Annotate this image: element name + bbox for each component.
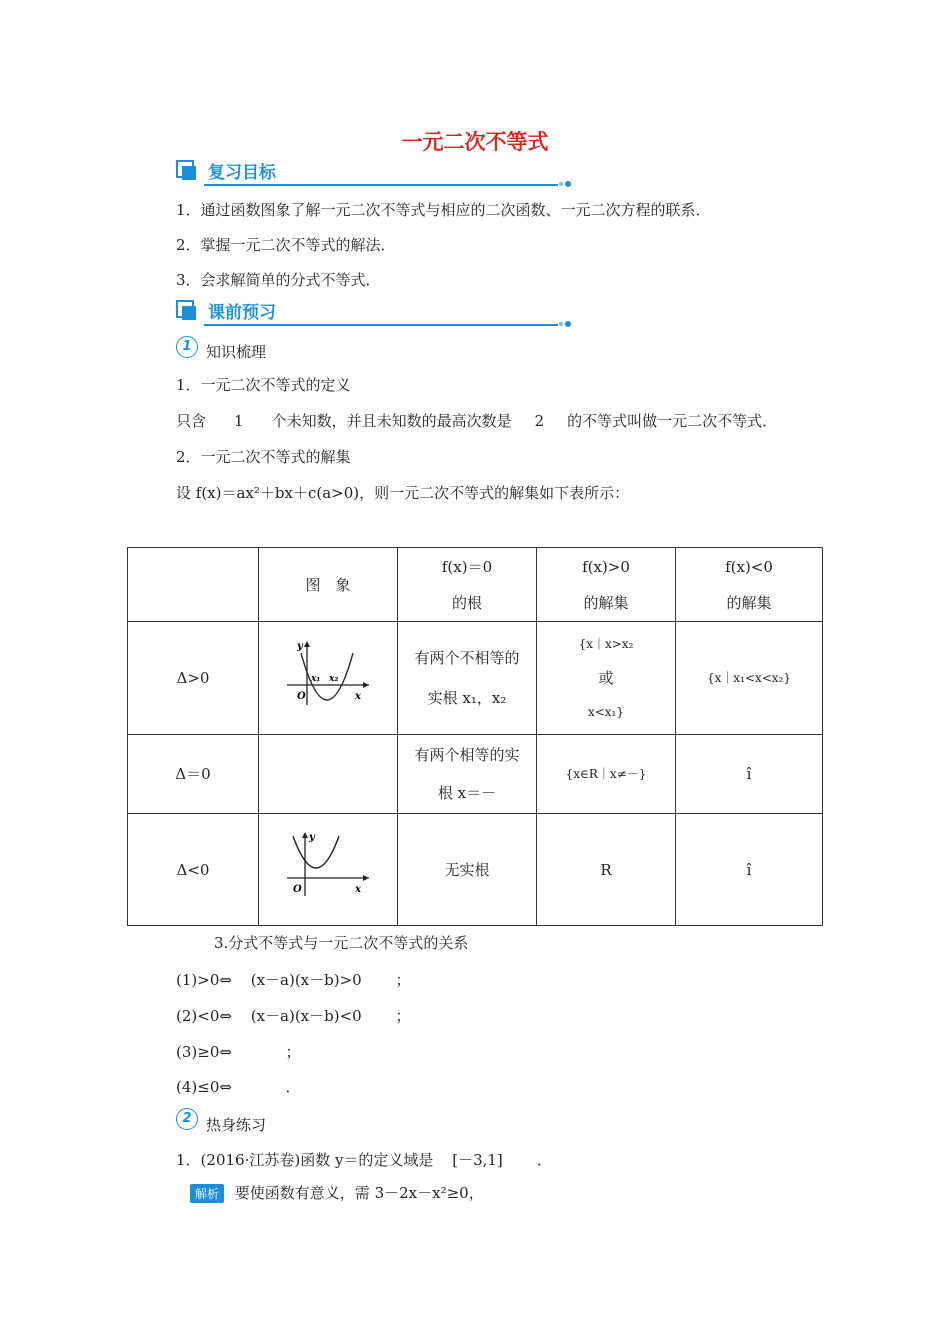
greater-solution-cell: {x∈R｜x≠－}	[537, 735, 676, 814]
relation-prefix: (1)>0⇔	[176, 971, 232, 989]
graph-root-label: x₁	[311, 673, 321, 684]
text: 的不等式叫做一元二次不等式．	[567, 412, 778, 430]
less-solution-cell: {x｜x₁<x<x₂}	[676, 622, 823, 735]
section-heading-review-goals	[176, 158, 571, 182]
greater-solution-cell	[537, 622, 676, 735]
text: 个未知数，并且未知数的最高次数是	[271, 412, 512, 430]
item1-title: 1．一元二次不等式的定义	[176, 376, 351, 394]
table-header-row	[128, 548, 823, 622]
solution-line: x<x₁}	[587, 705, 625, 719]
section-heading-preview	[176, 298, 571, 322]
section-title: 课前预习	[208, 303, 276, 323]
less-solution-cell: î	[676, 735, 823, 814]
graph-origin-label: O	[297, 690, 306, 702]
relation-end: ；	[285, 1043, 301, 1061]
text: 只含	[176, 412, 207, 430]
subsection-title: 热身练习	[206, 1116, 267, 1134]
item2-title: 2．一元二次不等式的解集	[176, 448, 351, 466]
section-square-icon	[176, 160, 196, 180]
less-solution-cell: î	[676, 814, 823, 926]
parabola-no-roots-graph	[283, 828, 373, 898]
item2-intro: 设 f(x)＝ax²＋bx＋c(a>0)，则一元二次不等式的解集如下表所示：	[176, 484, 630, 502]
solution-line	[190, 1182, 484, 1203]
fill-blank-answer: 2	[534, 412, 545, 430]
graph-cell	[259, 622, 398, 735]
table-row	[128, 735, 823, 814]
table-row	[128, 814, 823, 926]
section-divider	[204, 324, 558, 326]
section-divider	[204, 184, 558, 186]
table-header-cell	[398, 548, 537, 622]
section-title: 复习目标	[208, 163, 276, 183]
discriminant-cell: Δ＝0	[128, 735, 259, 814]
table-header-cell: 图 象	[259, 548, 398, 622]
fill-blank-answer: 1	[234, 412, 244, 430]
relation-end: ；	[395, 1007, 411, 1025]
header-line: f(x)＝0	[441, 557, 493, 576]
number-badge-icon: 1	[176, 336, 198, 358]
roots-line: 根 x＝－	[437, 784, 497, 802]
fraction-relation-line	[176, 1005, 411, 1026]
header-line: 的根	[451, 593, 482, 612]
roots-line: 有两个相等的实	[414, 746, 520, 764]
table-header-cell	[676, 548, 823, 622]
roots-cell: 无实根	[398, 814, 537, 926]
divider-dot-icon	[559, 322, 563, 326]
section-square-icon	[176, 300, 196, 320]
divider-dot-icon	[565, 181, 571, 187]
relation-prefix: (4)≤0⇔	[176, 1078, 232, 1096]
exercise-text: 1．(2016·江苏卷)函数 y＝的定义域是	[176, 1151, 434, 1169]
exercise-answer: [－3,1]	[452, 1151, 503, 1169]
analysis-text: 要使函数有意义，需 3－2x－x²≥0，	[234, 1184, 484, 1202]
relation-prefix: (2)<0⇔	[176, 1007, 232, 1025]
divider-dot-icon	[559, 182, 563, 186]
goal-item-2: 2．掌握一元二次不等式的解法．	[176, 236, 396, 254]
relation-end: ．	[285, 1078, 301, 1096]
goal-item-3: 3．会求解简单的分式不等式．	[176, 271, 381, 289]
fraction-relation-line	[176, 969, 411, 990]
analysis-tag: 解析	[190, 1184, 224, 1203]
fraction-relation-line	[176, 1041, 301, 1062]
header-line: 的解集	[726, 593, 772, 612]
item1-text	[176, 410, 777, 431]
roots-cell	[398, 735, 537, 814]
exercise-1	[176, 1149, 552, 1170]
table-row	[128, 622, 823, 735]
header-line: f(x)>0	[582, 557, 630, 576]
relation-end: ；	[395, 971, 411, 989]
discriminant-cell: Δ<0	[128, 814, 259, 926]
goal-item-1: 1．通过函数图象了解一元二次不等式与相应的二次函数、一元二次方程的联系．	[176, 201, 711, 219]
relation-prefix: (3)≥0⇔	[176, 1043, 232, 1061]
relation-answer: (x－a)(x－b)>0	[250, 971, 362, 989]
graph-axis-label: x	[355, 690, 361, 702]
roots-cell	[398, 622, 537, 735]
graph-cell	[259, 735, 398, 814]
discriminant-cell: Δ>0	[128, 622, 259, 735]
divider-dot-icon	[565, 321, 571, 327]
subsection-title: 知识梳理	[206, 343, 267, 361]
graph-cell	[259, 814, 398, 926]
number-badge-icon: 2	[176, 1108, 198, 1130]
graph-axis-label: x	[355, 884, 361, 895]
solution-line: 或	[598, 669, 614, 687]
roots-line: 有两个不相等的	[414, 649, 520, 667]
exercise-end: ．	[537, 1151, 553, 1169]
relation-answer: (x－a)(x－b)<0	[250, 1007, 362, 1025]
graph-root-label: x₂	[329, 673, 339, 684]
graph-origin-label: O	[293, 884, 302, 895]
roots-line: 实根 x₁，x₂	[427, 689, 507, 707]
graph-axis-label: y	[297, 640, 303, 652]
header-line: f(x)<0	[725, 557, 773, 576]
solution-set-table	[127, 547, 823, 926]
parabola-two-roots-graph	[283, 637, 373, 707]
page-title: 一元二次不等式	[401, 130, 549, 154]
greater-solution-cell: R	[537, 814, 676, 926]
table-header-cell	[537, 548, 676, 622]
table-header-cell	[128, 548, 259, 622]
fraction-relation-line	[176, 1076, 301, 1097]
graph-axis-label: y	[309, 832, 315, 843]
solution-line: {x｜x>x₂	[578, 637, 634, 651]
item3-title: 3.分式不等式与一元二次不等式的关系	[214, 934, 469, 952]
header-line: 的解集	[583, 593, 629, 612]
